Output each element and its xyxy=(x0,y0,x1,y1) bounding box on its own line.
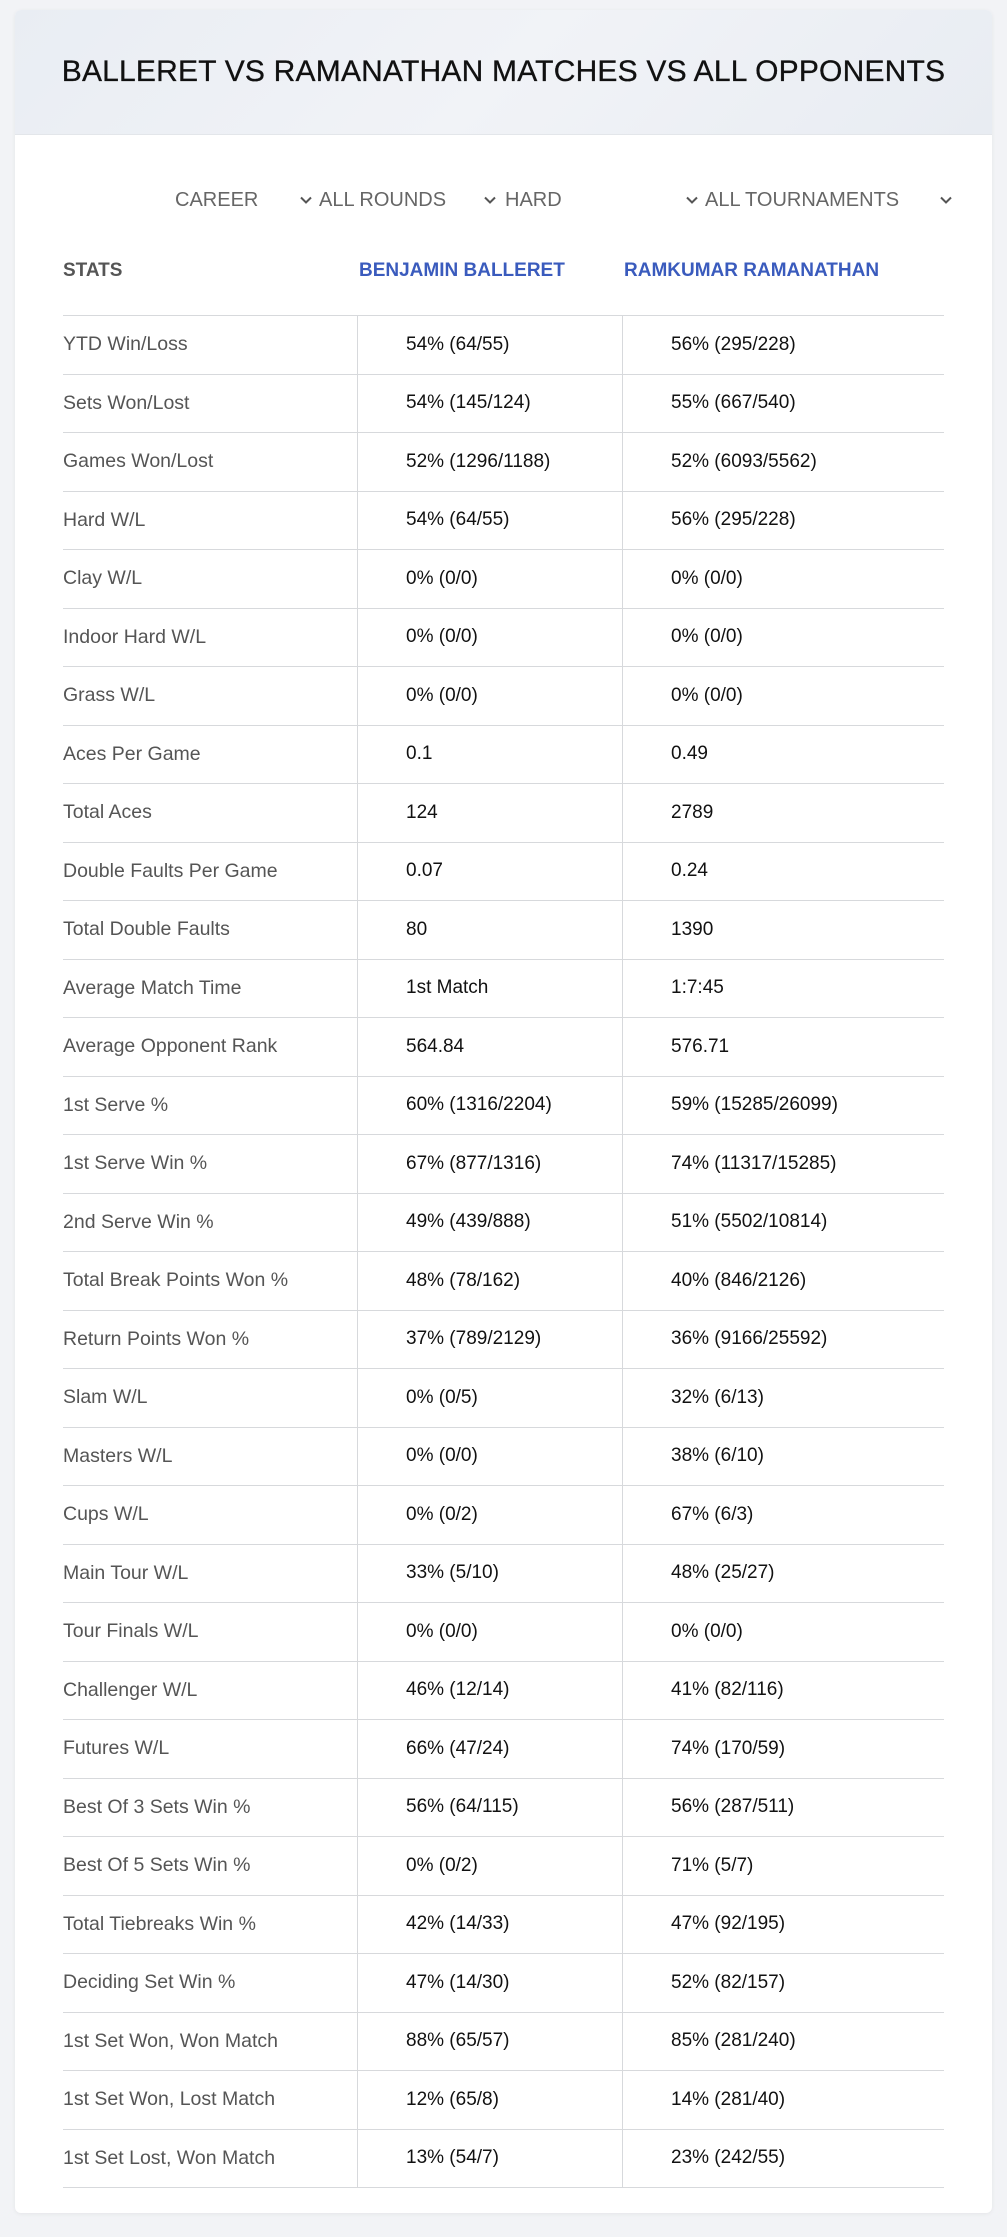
player1-value: 52% (1296/1188) xyxy=(358,433,623,491)
chevron-down-icon xyxy=(681,189,703,211)
table-row xyxy=(63,316,944,375)
surface-select-value: HARD xyxy=(505,188,562,211)
stat-label: Deciding Set Win % xyxy=(63,1954,358,2012)
stat-label: Average Opponent Rank xyxy=(63,1018,358,1076)
player1-value: 0% (0/0) xyxy=(358,667,623,725)
table-row xyxy=(63,784,944,843)
stat-label: 1st Serve % xyxy=(63,1077,358,1135)
player2-value: 52% (6093/5562) xyxy=(671,450,817,472)
stats-card xyxy=(15,10,992,2213)
player1-value: 564.84 xyxy=(358,1018,623,1076)
player1-value: 13% (54/7) xyxy=(358,2130,623,2188)
table-row xyxy=(63,375,944,434)
round-select-value: ALL ROUNDS xyxy=(319,188,447,211)
player2-value: 0% (0/0) xyxy=(671,567,743,589)
player2-value: 71% (5/7) xyxy=(671,1854,754,1876)
stat-label: Total Tiebreaks Win % xyxy=(63,1896,358,1954)
player1-value: 54% (145/124) xyxy=(358,375,623,433)
stat-label: 1st Set Won, Won Match xyxy=(63,2013,358,2071)
stat-label: Double Faults Per Game xyxy=(63,843,358,901)
player2-value: 0% (0/0) xyxy=(671,684,743,706)
player2-value: 59% (15285/26099) xyxy=(671,1094,838,1116)
table-row xyxy=(63,1252,944,1311)
chevron-down-icon xyxy=(935,189,957,211)
player2-value: 67% (6/3) xyxy=(671,1503,754,1525)
round-select[interactable] xyxy=(319,180,501,220)
chevron-down-icon xyxy=(479,189,501,211)
stat-label: Best Of 3 Sets Win % xyxy=(63,1779,358,1837)
table-row xyxy=(63,1720,944,1779)
stat-label: Futures W/L xyxy=(63,1720,358,1778)
player1-value: 67% (877/1316) xyxy=(358,1135,623,1193)
table-row xyxy=(63,2071,944,2130)
player1-value: 47% (14/30) xyxy=(358,1954,623,2012)
stat-label: Average Match Time xyxy=(63,960,358,1018)
table-row xyxy=(63,1369,944,1428)
page-header xyxy=(15,10,992,135)
table-row xyxy=(63,1837,944,1896)
stat-label: Challenger W/L xyxy=(63,1662,358,1720)
player1-value: 54% (64/55) xyxy=(358,316,623,374)
stat-label: 1st Serve Win % xyxy=(63,1135,358,1193)
stat-label: YTD Win/Loss xyxy=(63,316,358,374)
table-row xyxy=(63,1896,944,1955)
player1-value: 1st Match xyxy=(358,960,623,1018)
player1-value: 0% (0/0) xyxy=(358,550,623,608)
player1-value: 48% (78/162) xyxy=(358,1252,623,1310)
player1-value: 56% (64/115) xyxy=(358,1779,623,1837)
player2-value: 576.71 xyxy=(671,1035,730,1057)
filter-bar xyxy=(15,180,992,220)
player1-value: 60% (1316/2204) xyxy=(358,1077,623,1135)
chevron-down-icon xyxy=(295,189,317,211)
stat-label: Return Points Won % xyxy=(63,1311,358,1369)
player2-value: 74% (11317/15285) xyxy=(671,1152,837,1174)
table-row xyxy=(63,1954,944,2013)
table-row xyxy=(63,1077,944,1136)
stat-label: Total Break Points Won % xyxy=(63,1252,358,1310)
stat-label: Sets Won/Lost xyxy=(63,375,358,433)
player1-value: 0.1 xyxy=(358,726,623,784)
table-row xyxy=(63,843,944,902)
stat-label: Best Of 5 Sets Win % xyxy=(63,1837,358,1895)
player2-value: 2789 xyxy=(671,801,714,823)
player1-value: 49% (439/888) xyxy=(358,1194,623,1252)
tournament-select[interactable] xyxy=(705,180,957,220)
player2-value: 41% (82/116) xyxy=(671,1679,784,1701)
table-header xyxy=(63,238,944,316)
player2-value: 14% (281/40) xyxy=(671,2088,786,2110)
player1-value: 88% (65/57) xyxy=(358,2013,623,2071)
player1-value: 80 xyxy=(358,901,623,959)
table-row xyxy=(63,1428,944,1487)
stat-label: Tour Finals W/L xyxy=(63,1603,358,1661)
stat-label: Slam W/L xyxy=(63,1369,358,1427)
stats-column-header: STATS xyxy=(63,260,123,281)
player1-value: 0% (0/0) xyxy=(358,1428,623,1486)
player1-value: 66% (47/24) xyxy=(358,1720,623,1778)
player2-value: 56% (295/228) xyxy=(671,333,796,355)
page-title: BALLERET VS RAMANATHAN MATCHES VS ALL OPPONENTS xyxy=(61,55,946,88)
table-row xyxy=(63,492,944,551)
player1-value: 0% (0/0) xyxy=(358,1603,623,1661)
player2-value: 85% (281/240) xyxy=(671,2030,796,2052)
player2-value: 0.49 xyxy=(671,743,708,765)
stat-label: Grass W/L xyxy=(63,667,358,725)
stat-label: Main Tour W/L xyxy=(63,1545,358,1603)
player2-value: 40% (846/2126) xyxy=(671,1269,807,1291)
table-row xyxy=(63,433,944,492)
player2-value: 23% (242/55) xyxy=(671,2147,786,2169)
surface-select[interactable] xyxy=(505,180,703,220)
stat-label: Hard W/L xyxy=(63,492,358,550)
player2-value: 0% (0/0) xyxy=(671,626,743,648)
stat-label: Total Aces xyxy=(63,784,358,842)
table-row xyxy=(63,550,944,609)
table-body xyxy=(63,316,944,2188)
table-row xyxy=(63,1662,944,1721)
table-row xyxy=(63,1135,944,1194)
player2-value: 32% (6/13) xyxy=(671,1386,764,1408)
table-row xyxy=(63,960,944,1019)
player2-value: 52% (82/157) xyxy=(671,1971,786,1993)
player1-value: 54% (64/55) xyxy=(358,492,623,550)
stat-label: 1st Set Won, Lost Match xyxy=(63,2071,358,2129)
tournament-select-value: ALL TOURNAMENTS xyxy=(705,188,900,211)
stat-label: Clay W/L xyxy=(63,550,358,608)
player1-value: 37% (789/2129) xyxy=(358,1311,623,1369)
player1-value: 46% (12/14) xyxy=(358,1662,623,1720)
player2-value: 1390 xyxy=(671,918,714,940)
stat-label: Masters W/L xyxy=(63,1428,358,1486)
player1-value: 42% (14/33) xyxy=(358,1896,623,1954)
table-row xyxy=(63,901,944,960)
player2-value: 48% (25/27) xyxy=(671,1562,775,1584)
player2-value: 47% (92/195) xyxy=(671,1913,786,1935)
table-row xyxy=(63,1311,944,1370)
player2-value: 74% (170/59) xyxy=(671,1737,786,1759)
player2-value: 0.24 xyxy=(671,860,708,882)
player1-value: 12% (65/8) xyxy=(358,2071,623,2129)
stat-label: Total Double Faults xyxy=(63,901,358,959)
stat-label: Indoor Hard W/L xyxy=(63,609,358,667)
player1-value: 33% (5/10) xyxy=(358,1545,623,1603)
stats-table xyxy=(63,238,944,2188)
player2-value: 51% (5502/10814) xyxy=(671,1211,828,1233)
player2-value: 0% (0/0) xyxy=(671,1620,743,1642)
period-select-value: CAREER xyxy=(175,188,259,211)
table-row xyxy=(63,1603,944,1662)
player1-value: 0.07 xyxy=(358,843,623,901)
player1-value: 0% (0/5) xyxy=(358,1369,623,1427)
table-row xyxy=(63,609,944,668)
player2-value: 56% (295/228) xyxy=(671,509,796,531)
stat-label: Aces Per Game xyxy=(63,726,358,784)
stat-label: 1st Set Lost, Won Match xyxy=(63,2130,358,2188)
table-row xyxy=(63,726,944,785)
table-row xyxy=(63,1018,944,1077)
player2-value: 55% (667/540) xyxy=(671,392,796,414)
table-row xyxy=(63,2013,944,2072)
table-row xyxy=(63,1486,944,1545)
player2-value: 36% (9166/25592) xyxy=(671,1328,828,1350)
table-row xyxy=(63,2130,944,2189)
table-row xyxy=(63,1779,944,1838)
stat-label: Cups W/L xyxy=(63,1486,358,1544)
player2-value: 56% (287/511) xyxy=(671,1796,795,1818)
period-select[interactable] xyxy=(175,180,317,220)
table-row xyxy=(63,667,944,726)
player1-value: 0% (0/2) xyxy=(358,1837,623,1895)
player2-value: 1:7:45 xyxy=(671,977,724,999)
player2-link[interactable]: RAMKUMAR RAMANATHAN xyxy=(624,260,880,281)
stat-label: 2nd Serve Win % xyxy=(63,1194,358,1252)
player1-value: 124 xyxy=(358,784,623,842)
player2-value: 38% (6/10) xyxy=(671,1445,764,1467)
player1-value: 0% (0/2) xyxy=(358,1486,623,1544)
table-row xyxy=(63,1194,944,1253)
table-row xyxy=(63,1545,944,1604)
player1-value: 0% (0/0) xyxy=(358,609,623,667)
stat-label: Games Won/Lost xyxy=(63,433,358,491)
player1-link[interactable]: BENJAMIN BALLERET xyxy=(359,260,565,281)
